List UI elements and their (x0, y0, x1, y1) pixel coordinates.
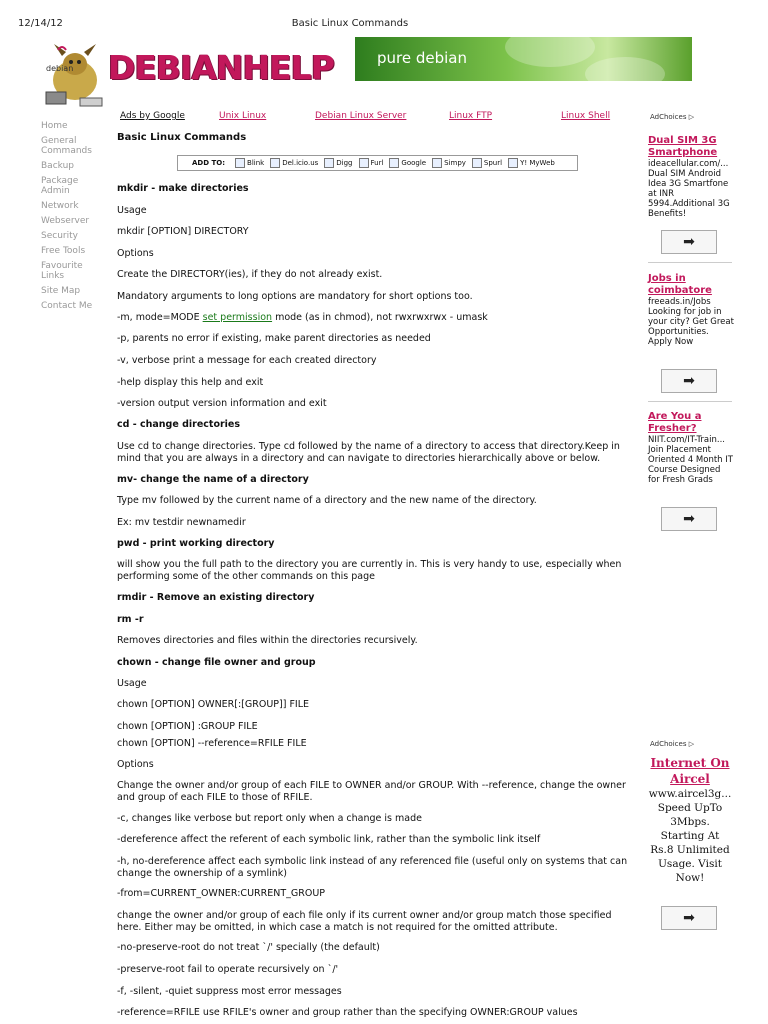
bookmark-google[interactable]: Google (389, 158, 426, 168)
bookmark-delicious[interactable]: Del.icio.us (270, 158, 318, 168)
rm-r-heading: rm -r (117, 614, 144, 625)
chown-syntax-2: chown [OPTION] :GROUP FILE (117, 721, 258, 732)
ad-body: Dual SIM Android Idea 3G Smartfone at INR 5994.Additional 3G Benefits! (648, 169, 730, 219)
mkdir-syntax: mkdir [OPTION] DIRECTORY (117, 226, 249, 237)
print-date: 12/14/12 (18, 18, 63, 29)
rmdir-heading: rmdir - Remove an existing directory (117, 592, 315, 603)
page-title: Basic Linux Commands (117, 132, 247, 143)
chown-options-label: Options (117, 759, 154, 770)
bookmark-blink[interactable]: Blink (235, 158, 264, 168)
option-h: -h, no-dereference affect each symbolic link instead of any referenced file (useful only on systems that can change the ownership of a symlink) (117, 856, 628, 879)
chown-description: Change the owner and/or group of each FILE to OWNER and/or GROUP. With --reference, change the owner and group of each FILE to those of RFILE. (117, 780, 626, 803)
ad-link-unix-linux[interactable]: Unix Linux (219, 111, 267, 121)
sidebar-nav (41, 121, 111, 316)
option-from: -from=CURRENT_OWNER:CURRENT_GROUP (117, 888, 326, 899)
arrow-right-icon: ➡ (683, 511, 695, 527)
logo-debian-label: debian (46, 64, 74, 73)
mkdir-options-label: Options (117, 248, 154, 259)
sidebar-item-network[interactable]: Network (41, 201, 79, 211)
bookmark-simpy[interactable]: Simpy (432, 158, 466, 168)
arrow-right-icon: ➡ (683, 373, 695, 389)
mv-heading: mv- change the name of a directory (117, 474, 309, 485)
mv-example: Ex: mv testdir newnamedir (117, 517, 246, 528)
mkdir-description: Create the DIRECTORY(ies), if they do not already exist. (117, 269, 383, 280)
ad-body: Join Placement Oriented 4 Month IT Course Designed for Fresh Grads (648, 445, 733, 485)
option-help: -help display this help and exit (117, 377, 264, 388)
sidebar-item-package-admin[interactable]: Package Admin (41, 176, 79, 196)
gnu-mascot-icon (40, 40, 110, 112)
ad-arrow-button[interactable] (661, 230, 717, 254)
chown-usage-label: Usage (117, 678, 147, 689)
sidebar-item-favourite-links[interactable]: Favourite Links (41, 261, 83, 281)
sidebar-item-contact-me[interactable]: Contact Me (41, 301, 93, 311)
ad-domain: freeads.in/Jobs (648, 297, 711, 307)
option-no-preserve-root: -no-preserve-root do not treat `/' specially (the default) (117, 942, 380, 953)
ad-link-linux-ftp[interactable]: Linux FTP (449, 111, 493, 121)
ad-aircel[interactable] (648, 755, 732, 885)
option-f: -f, -silent, -quiet suppress most error messages (117, 986, 342, 997)
option-c: -c, changes like verbose but report only when a change is made (117, 813, 422, 824)
cd-heading: cd - change directories (117, 419, 241, 430)
option-reference: -reference=RFILE use RFILE's owner and group rather than the specifying OWNER:GROUP values (117, 1007, 578, 1018)
bookmark-furl[interactable]: Furl (359, 158, 384, 168)
arrow-right-icon: ➡ (683, 910, 695, 926)
mkdir-heading: mkdir - make directories (117, 183, 249, 194)
chown-syntax-3: chown [OPTION] --reference=RFILE FILE (117, 738, 307, 749)
option-v: -v, verbose print a message for each created directory (117, 355, 377, 366)
cd-description: Use cd to change directories. Type cd followed by the name of a directory to access that directory.Keep in mind that you are always in a directory and can navigate to directories hierarchically above or below. (117, 441, 620, 464)
ad-fresher[interactable] (648, 411, 734, 485)
main-content (117, 0, 637, 1024)
from-description: change the owner and/or group of each file only if its current owner and/or group match those specified here. Either may be omitted, in which case a match is not required for the omitted attribute. (117, 910, 612, 933)
ad-body: Speed UpTo 3Mbps. Starting At Rs.8 Unlimited Usage. Visit Now! (650, 802, 730, 884)
logo-text: DEBIANHELP (108, 48, 334, 87)
sidebar-item-backup[interactable]: Backup (41, 161, 74, 171)
ad-title[interactable]: Jobs in coimbatore (648, 273, 712, 296)
print-title: Basic Linux Commands (291, 18, 409, 29)
arrow-right-icon: ➡ (683, 234, 695, 250)
sidebar-item-site-map[interactable]: Site Map (41, 286, 81, 296)
pwd-description: will show you the full path to the directory you are currently in. This is very handy to use, especially when performing some of the other commands on this page (117, 559, 622, 582)
bookmark-digg[interactable]: Digg (324, 158, 352, 168)
ads-by-google-link[interactable]: Ads by Google (120, 111, 185, 121)
ad-arrow-button[interactable] (661, 369, 717, 393)
ad-domain: www.aircel3g... (648, 788, 732, 800)
chown-heading: chown - change file owner and group (117, 657, 316, 668)
ad-title[interactable]: Internet On Aircel (650, 756, 730, 786)
adchoices-label-bottom[interactable]: AdChoices ▷ (650, 740, 695, 748)
ad-title[interactable]: Are You a Fresher? (648, 411, 702, 434)
sidebar-item-security[interactable]: Security (41, 231, 78, 241)
ad-arrow-button[interactable] (661, 906, 717, 930)
ad-title[interactable]: Dual SIM 3G Smartphone (648, 135, 718, 158)
sidebar-item-general-commands[interactable]: General Commands (41, 136, 92, 156)
chown-syntax-1: chown [OPTION] OWNER[:[GROUP]] FILE (117, 699, 310, 710)
option-m: -m, mode=MODE set permission mode (as in chmod), not rwxrwxrwx - umask (117, 312, 488, 323)
ad-link-debian-linux-server[interactable]: Debian Linux Server (315, 111, 407, 121)
ad-link-linux-shell[interactable]: Linux Shell (561, 111, 611, 121)
ad-dual-sim[interactable] (648, 135, 734, 219)
pwd-heading: pwd - print working directory (117, 538, 275, 549)
sidebar-item-free-tools[interactable]: Free Tools (41, 246, 86, 256)
ad-domain: NIIT.com/IT-Train... (648, 435, 725, 445)
ad-domain: ideacellular.com/... (648, 159, 729, 169)
ad-body: Looking for job in your city? Get Great Opportunities. Apply Now (648, 307, 734, 347)
ad-jobs[interactable] (648, 273, 734, 347)
bookmark-spurl[interactable]: Spurl (472, 158, 502, 168)
option-version: -version output version information and exit (117, 398, 327, 409)
bookmark-yahoo-myweb[interactable]: Y! MyWeb (508, 158, 555, 168)
banner-text: pure debian (377, 49, 467, 67)
ad-arrow-button[interactable] (661, 507, 717, 531)
mkdir-usage-label: Usage (117, 205, 147, 216)
mandatory-note: Mandatory arguments to long options are mandatory for short options too. (117, 291, 473, 302)
mv-description: Type mv followed by the current name of a directory and the new name of the directory. (117, 495, 537, 506)
add-to-label: ADD TO: (192, 159, 226, 167)
adchoices-label-top[interactable]: AdChoices ▷ (650, 113, 695, 121)
rm-description: Removes directories and files within the directories recursively. (117, 635, 418, 646)
option-dereference: -dereference affect the referent of each symbolic link, rather than the symbolic link itself (117, 834, 541, 845)
ad-divider (648, 401, 732, 402)
option-p: -p, parents no error if existing, make parent directories as needed (117, 333, 431, 344)
set-permission-link[interactable]: set permission (202, 312, 273, 323)
sidebar-item-webserver[interactable]: Webserver (41, 216, 90, 226)
sidebar-item-home[interactable]: Home (41, 121, 68, 131)
ad-divider (648, 262, 732, 263)
option-preserve-root: -preserve-root fail to operate recursively on `/' (117, 964, 339, 975)
